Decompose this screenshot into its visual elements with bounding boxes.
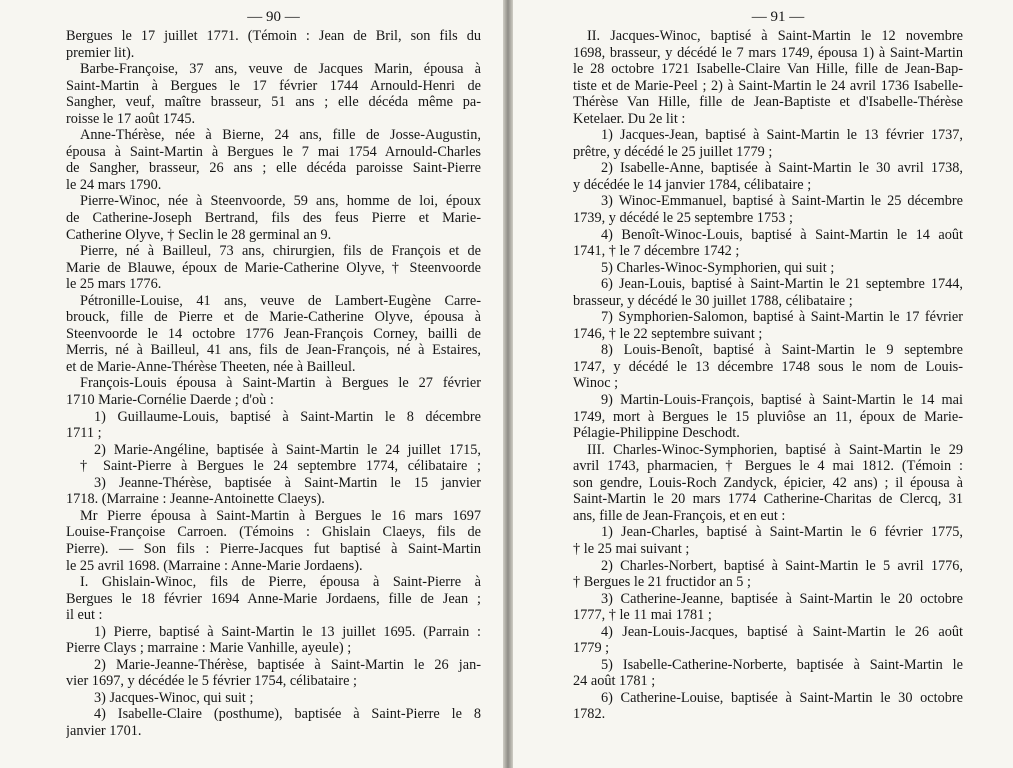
text-line: 1777, † le 11 mai 1781 ; [573,607,712,624]
text-line: ans, fille de Jean-François, et en eut : [573,507,786,524]
text-line: III. Charles-Winoc-Symphorien, baptisé à Saint-Martin le 29 [587,441,963,458]
text-line: de Catherine-Joseph Bertrand, fils des feus Pierre et Marie- [66,210,481,227]
text-line: 2) Charles-Norbert, baptisé à Saint-Martin le 5 avril 1776, [601,557,963,574]
text-line: Merris, né à Bailleul, 41 ans, fils de Jean-François, né à Estaires, [66,342,481,359]
text-line: 1718. (Marraine : Jeanne-Antoinette Claeys). [66,491,325,508]
text-line: 1739, y décédé le 25 septembre 1753 ; [573,210,793,227]
text-line: Pierre, né à Bailleul, 73 ans, chirurgien, fils de François et de [80,243,481,260]
text-line: 2) Marie-Angéline, baptisée à Saint-Martin le 24 juillet 1715, [94,441,481,458]
text-line: II. Jacques-Winoc, baptisé à Saint-Martin le 12 novembre [587,28,963,44]
text-line: 2) Isabelle-Anne, baptisée à Saint-Martin le 30 avril 1738, [601,160,963,177]
text-line: son gendre, Louis-Roch Zandyck, épicier, 42 ans) ; il épousa à [573,474,963,491]
text-line: 4) Isabelle-Claire (posthume), baptisée à Saint-Pierre le 8 [94,706,481,723]
text-line: premier lit). [66,44,135,61]
text-line: tiste et de Marie-Peel ; 2) à Saint-Martin le 24 avril 1736 Isabelle- [573,77,963,94]
text-line: 3) Catherine-Jeanne, baptisée à Saint-Martin le 20 octobre [601,590,963,607]
text-line: 2) Marie-Jeanne-Thérèse, baptisée à Saint-Martin le 26 jan- [94,656,481,673]
text-line: brouck, fille de Pierre et de Marie-Catherine Olyve, épousa à [66,309,481,326]
text-line: Saint-Martin le 20 mars 1774 Catherine-Charitas de Clercq, 31 [573,491,963,508]
text-line: Barbe-Françoise, 37 ans, veuve de Jacques Marin, épousa à [80,61,481,78]
text-line: Pierre Clays ; marraine : Marie Vanhille, ayeule) ; [66,640,352,657]
text-line: janvier 1701. [66,722,142,739]
text-line: 3) Winoc-Emmanuel, baptisé à Saint-Martin le 25 décembre [601,193,963,210]
text-line: Thérèse Van Hille, fille de Jean-Baptiste et d'Isabelle-Thérèse [573,94,963,111]
text-line: Pétronille-Louise, 41 ans, veuve de Lambert-Eugène Carre- [80,292,481,309]
text-line: et de Marie-Anne-Thérèse Theeten, née à Bailleul. [66,358,356,375]
text-line: 1) Jean-Charles, baptisé à Saint-Martin le 6 février 1775, [601,524,963,541]
text-line: 1) Pierre, baptisé à Saint-Martin le 13 juillet 1695. (Parrain : [94,623,481,640]
text-line: de Sangher, brasseur, 26 ans ; elle décéda paroisse Saint-Pierre [66,160,481,177]
text-line: 5) Isabelle-Catherine-Norberte, baptisée à Saint-Martin le [601,656,963,673]
text-line: Pierre-Winoc, née à Steenvoorde, 59 ans, homme de loi, époux [80,193,481,210]
text-line: Louise-Françoise Carroen. (Témoins : Ghislain Claeys, fils de [66,524,481,541]
text-line: le 25 avril 1698. (Marraine : Anne-Marie Jordaens). [66,557,363,574]
text-line: roisse le 17 août 1745. [66,110,196,127]
text-line: avril 1743, pharmacien, † Bergues le 4 mai 1812. (Témoin : [573,458,963,475]
text-line: 24 août 1781 ; [573,673,656,690]
text-line: 1711 ; [66,425,102,442]
text-line: Pélagie-Philippine Deschodt. [573,425,740,442]
page-number-right: — 91 — [751,9,805,25]
text-line: 7) Symphorien-Salomon, baptisé à Saint-Martin le 17 février [601,309,963,326]
text-line: Marie de Blauwe, époux de Marie-Catherine Olyve, † Steenvoorde [66,259,481,276]
text-line: Saint-Martin à Bergues le 17 février 1744 Arnould-Henri de [66,77,481,94]
text-line: 1) Guillaume-Louis, baptisé à Saint-Martin le 8 décembre [94,408,481,425]
text-line: 9) Martin-Louis-François, baptisé à Saint-Martin le 14 mai [601,392,963,409]
text-line: Bergues le 18 février 1694 Anne-Marie Jordaens, fille de Jean ; [66,590,481,607]
text-line: Mr Pierre épousa à Saint-Martin à Bergues le 16 mars 1697 [80,507,481,524]
text-line: François-Louis épousa à Saint-Martin à Bergues le 27 février [80,375,481,392]
right-page [513,0,1013,768]
text-line: 5) Charles-Winoc-Symphorien, qui suit ; [601,259,835,276]
text-line: 6) Catherine-Louise, baptisée à Saint-Martin le 30 octobre [601,689,963,706]
text-line: 3) Jeanne-Thérèse, baptisée à Saint-Martin le 15 janvier [94,474,481,491]
text-line: 4) Jean-Louis-Jacques, baptisé à Saint-Martin le 26 août [601,623,963,640]
text-line: 1741, † le 7 décembre 1742 ; [573,243,740,260]
text-line: 1747, y décédé le 13 décembre 1748 sous le nom de Louis- [573,358,963,375]
text-line: Anne-Thérèse, née à Bierne, 24 ans, fille de Josse-Augustin, [80,127,481,144]
text-line: 3) Jacques-Winoc, qui suit ; [94,689,254,706]
text-line: 1779 ; [573,640,610,657]
left-page-text [66,28,481,740]
text-line: Catherine Olyve, † Seclin le 28 germinal an 9. [66,226,332,243]
text-line: 4) Benoît-Winoc-Louis, baptisé à Saint-Martin le 14 août [601,226,963,243]
text-line: le 24 mars 1790. [66,176,162,193]
text-line: 1782. [573,706,606,723]
right-page-text [573,28,963,723]
text-line: 6) Jean-Louis, baptisé à Saint-Martin le 21 septembre 1744, [601,276,963,293]
text-line: Winoc ; [573,375,619,392]
text-line: brasseur, y décédé le 30 juillet 1788, célibataire ; [573,292,853,309]
text-line: Pierre). — Son fils : Pierre-Jacques fut baptisé à Saint-Martin [66,540,481,557]
text-line: 1) Jacques-Jean, baptisé à Saint-Martin le 13 février 1737, [601,127,963,144]
text-line: 1749, mort à Bergues le 15 pluviôse an 11, époux de Marie- [573,408,963,425]
text-line: † Bergues le 21 fructidor an 5 ; [573,574,752,591]
text-line: I. Ghislain-Winoc, fils de Pierre, épousa à Saint-Pierre à [80,574,481,591]
left-page [0,0,503,768]
text-line: Steenvoorde le 14 octobre 1776 Jean-François Corney, bailli de [66,325,481,342]
text-line: Ketelaer. Du 2e lit : [573,110,686,127]
book-gutter [503,0,513,768]
text-line: le 25 mars 1776. [66,276,162,293]
page-number-left: — 90 — [247,9,300,25]
text-line: 8) Louis-Benoît, baptisé à Saint-Martin le 9 septembre [601,342,963,359]
text-line: 1710 Marie-Cornélie Daerde ; d'où : [66,392,274,409]
text-line: y décédée le 14 janvier 1784, célibataire ; [573,176,812,193]
text-line: le 28 octobre 1721 Isabelle-Claire Van Hille, fille de Jean-Bap- [573,61,963,78]
text-line: Sangher, veuf, maître brasseur, 51 ans ; elle décéda même pa- [66,94,481,111]
text-line: vier 1697, y décédée le 5 février 1754, célibataire ; [66,673,357,690]
text-line: prêtre, y décédé le 25 juillet 1779 ; [573,143,773,160]
text-line: 1698, brasseur, y décédé le 7 mars 1749, épousa 1) à Saint-Martin [573,44,963,61]
text-line: épousa à Saint-Martin à Bergues le 7 mai 1754 Arnould-Charles [66,143,481,160]
text-line: † Saint-Pierre à Bergues le 24 septembre 1774, célibataire ; [80,458,481,475]
text-line: il eut : [66,607,103,624]
text-line: 1746, † le 22 septembre suivant ; [573,325,763,342]
text-line: † le 25 mai suivant ; [573,540,690,557]
text-line: Bergues le 17 juillet 1771. (Témoin : Jean de Bril, son fils du [66,28,481,44]
